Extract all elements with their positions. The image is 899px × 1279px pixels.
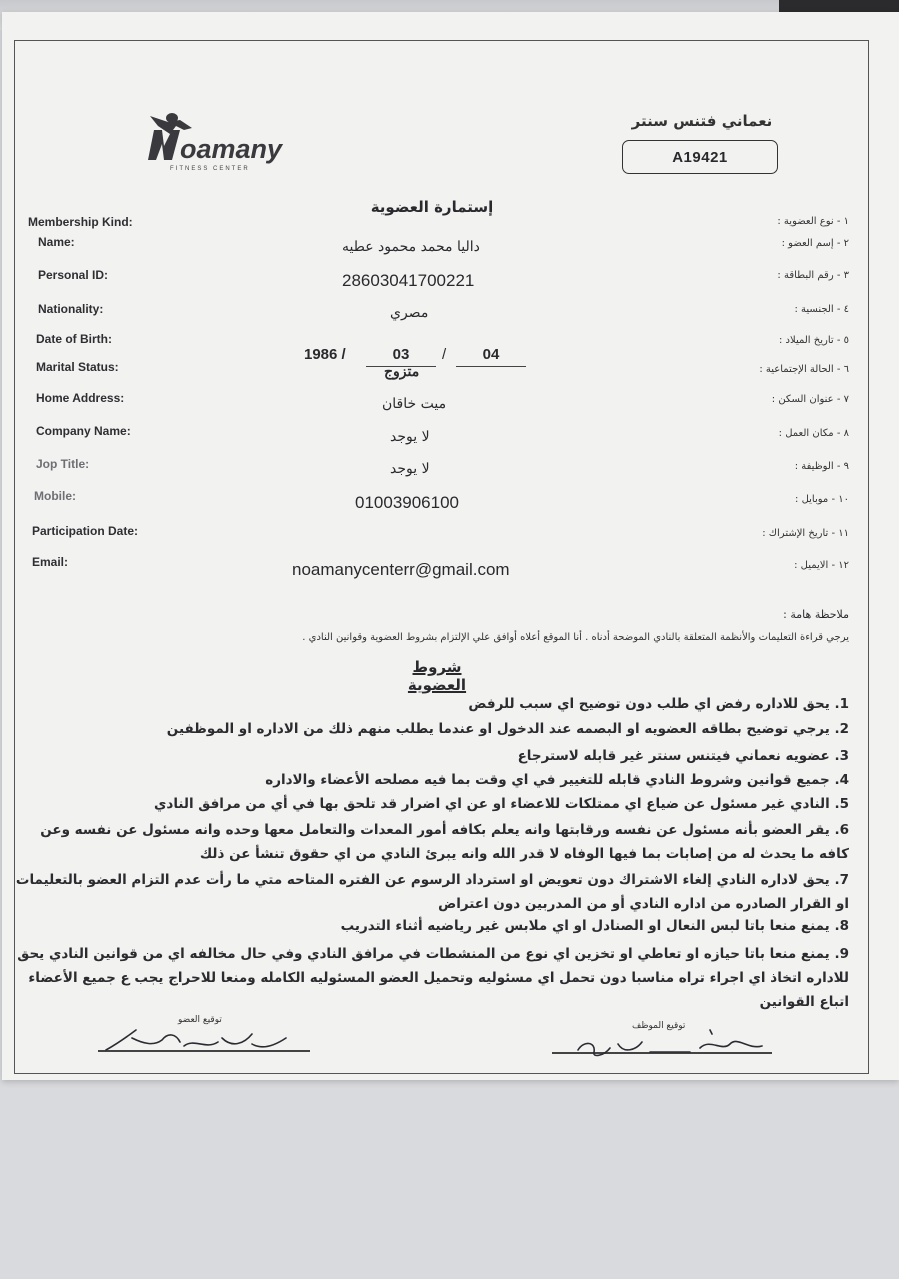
value-nationality: مصري — [390, 305, 429, 321]
label-ar-mobile: ١٠ - موبايل : — [795, 494, 849, 505]
label-job-title: Jop Title: — [36, 457, 90, 471]
term-item-5: 5. النادي غير مسئول عن ضياع اي ممتلكات للاعضاء او عن اي اضرار قد تلحق بها في أي من مرافق النادي — [154, 796, 849, 812]
value-job-title: لا يوجد — [390, 461, 430, 477]
term-item-4: 4. جميع قوانين وشروط النادي قابله للتغيير في اي وقت بما فيه مصلحه الأعضاء والاداره — [265, 772, 849, 788]
employee-signature — [570, 1022, 770, 1070]
term-item-7: 7. يحق لاداره النادي إلغاء الاشتراك دون تعويض او استرداد الرسوم عن الفتره المتاحه متي ما رأت عدم التزام العضو بالتعليمات او القرار الصادره من اداره النادي أو من المدربين دون اعتراض — [15, 872, 849, 912]
member-signature — [102, 1020, 292, 1064]
value-mobile: 01003906100 — [355, 493, 460, 512]
value-marital-status: متزوج — [384, 364, 420, 380]
logo-tagline: FITNESS CENTER — [170, 166, 250, 172]
label-email: Email: — [32, 555, 69, 569]
label-participation-date: Participation Date: — [32, 524, 139, 538]
label-home-address: Home Address: — [36, 391, 125, 405]
label-ar-email: ١٢ - الايميل : — [794, 560, 849, 571]
label-personal-id: Personal ID: — [38, 268, 109, 282]
value-dob-month: 03 — [366, 346, 436, 367]
membership-code-box: A19421 — [622, 140, 778, 174]
membership-form-sheet — [2, 12, 899, 1080]
label-marital-status: Marital Status: — [36, 360, 119, 374]
label-ar-home-address: ٧ - عنوان السكن : — [771, 394, 849, 405]
label-ar-job-title: ٩ - الوظيفة : — [794, 461, 849, 472]
value-personal-id: 28603041700221 — [342, 271, 475, 290]
value-email: noamanycenterr@gmail.com — [292, 560, 510, 579]
label-name: Name: — [38, 235, 75, 249]
term-item-9: 9. يمنع منعا باتا حيازه او تعاطي او تخزين اي نوع من المنشطات في مرافق النادي وفي حال مخالفه اي من قوانين النادي يحق للاداره اتخاذ اي اجراء تراه مناسبا دون تحمل اي مسئوليه وتحميل العضو المسئوليه الكامله ومنعا للاحراج يجب ع جميع الأعضاء اتباع القوانين — [17, 946, 849, 1010]
value-company-name: لا يوجد — [390, 429, 430, 445]
label-company-name: Company Name: — [36, 424, 131, 438]
label-ar-membership-kind: ١ - نوع العضوية : — [777, 216, 849, 227]
term-item-2: 2. يرجي توضيح بطاقه العضويه او البصمه عند الدخول او عندما يطلب منهم ذلك من الاداره او الموظفين — [166, 721, 849, 737]
value-home-address: ميت خاقان — [382, 396, 447, 412]
terms-title: شروط العضوية — [407, 658, 467, 694]
value-name: داليا محمد محمود عطيه — [342, 239, 480, 255]
dob-separator: / — [442, 346, 447, 363]
notes-text: يرجي قراءة التعليمات والأنظمة المتعلقة بالنادي الموضحة أدناه . أنا الموقع أعلاه أوافق علي الإلتزام بشروط العضوية وقوانين النادي . — [302, 632, 849, 643]
term-item-6: 6. يقر العضو بأنه مسئول عن نفسه ورقابتها وانه يعلم بكافه أمور المعدات والتعامل معها وحده وانه مسئول عن نفسه وعن كافه ما يحدث له من إصابات بما فيها الوفاه لا قدر الله وانه يبرئ النادي من اي حقوق تنشأ عن ذلك — [40, 822, 849, 862]
club-logo — [140, 112, 283, 174]
employee-signature-label: توقيع الموظف — [632, 1021, 686, 1031]
value-dob-day: 04 — [456, 346, 526, 367]
value-dob-year: 1986 / — [304, 346, 346, 363]
label-ar-date-of-birth: ٥ - تاريخ الميلاد : — [778, 335, 849, 346]
term-item-3: 3. عضويه نعماني فيتنس سنتر غير قابله لاسترجاع — [517, 748, 849, 764]
label-ar-marital-status: ٦ - الحالة الإجتماعية : — [759, 364, 849, 375]
notes-heading: ملاحظة هامة : — [783, 608, 849, 621]
label-ar-name: ٢ - إسم العضو : — [781, 238, 849, 249]
label-ar-company-name: ٨ - مكان العمل : — [778, 428, 849, 439]
label-ar-participation-date: ١١ - تاريخ الإشتراك : — [762, 528, 849, 539]
label-ar-nationality: ٤ - الجنسية : — [794, 304, 849, 315]
label-membership-kind: Membership Kind: — [28, 215, 133, 229]
label-nationality: Nationality: — [38, 302, 104, 316]
logo-wordmark: oamany — [180, 134, 283, 164]
form-title: إستمارة العضوية — [370, 198, 494, 216]
center-name: نعماني فتنس سنتر — [631, 112, 773, 130]
label-ar-personal-id: ٣ - رقم البطاقة : — [777, 270, 849, 281]
label-date-of-birth: Date of Birth: — [36, 332, 112, 346]
term-item-1: 1. يحق للاداره رفض اي طلب دون توضيح اي سبب للرفض — [468, 696, 849, 712]
label-mobile: Mobile: — [34, 489, 76, 503]
noamany-logo-icon — [140, 112, 283, 174]
member-signature-label: توقيع العضو — [178, 1015, 222, 1025]
term-item-8: 8. يمنع منعا باتا لبس النعال او الصنادل او اي ملابس غير رياضيه أثناء التدريب — [340, 918, 849, 934]
